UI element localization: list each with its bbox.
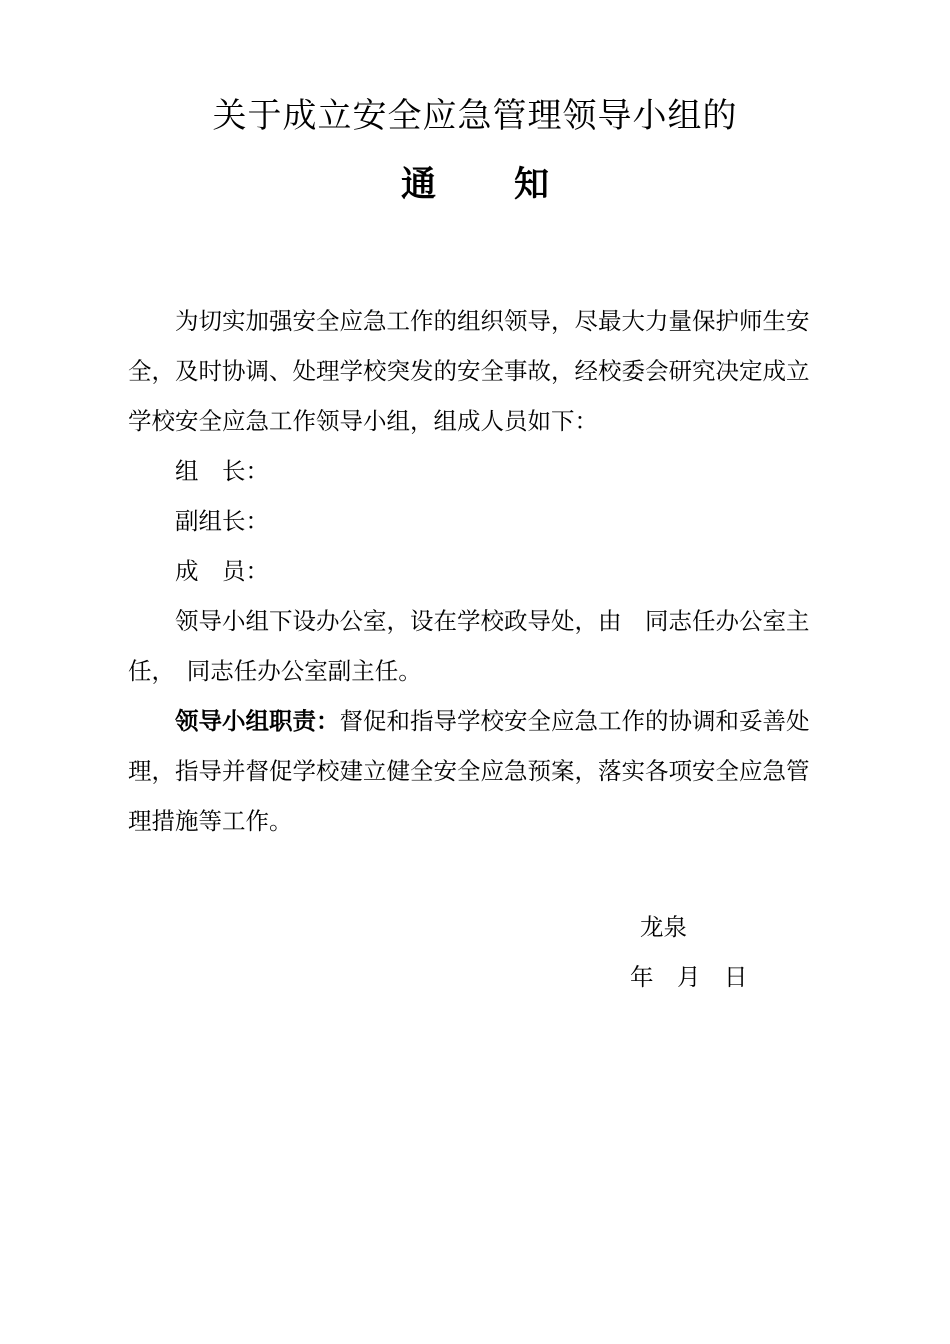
leader-line: 组 长： <box>175 457 269 485</box>
intro-paragraph: 为切实加强安全应急工作的组织领导，尽最大力量保护师生安全，及时协调、处理学校突发的安全事故，经校委会研究决定成立学校安全应急工作领导小组，组成人员如下： <box>128 307 810 435</box>
subtitle-char-2: 知 <box>514 165 550 205</box>
document-body <box>128 296 828 846</box>
duty-text: 督促和指导学校安全应急工作的协调和妥善处理，指导并督促学校建立健全安全应急预案，落实各项安全应急管理措施等工作。 <box>128 707 810 835</box>
signature: 龙泉 <box>640 913 687 941</box>
date-line: 年 月 日 <box>630 963 748 991</box>
document-subtitle <box>0 160 950 210</box>
deputy-line: 副组长： <box>175 507 269 535</box>
subtitle-char-1: 通 <box>400 165 436 205</box>
duty-label: 领导小组职责： <box>175 707 340 735</box>
duty-paragraph <box>128 696 828 846</box>
member-line: 成 员： <box>175 557 269 585</box>
document-title: 关于成立安全应急管理领导小组的 <box>212 96 738 136</box>
office-paragraph: 领导小组下设办公室，设在学校政导处，由 同志任办公室主任， 同志任办公室副主任。 <box>128 607 810 685</box>
